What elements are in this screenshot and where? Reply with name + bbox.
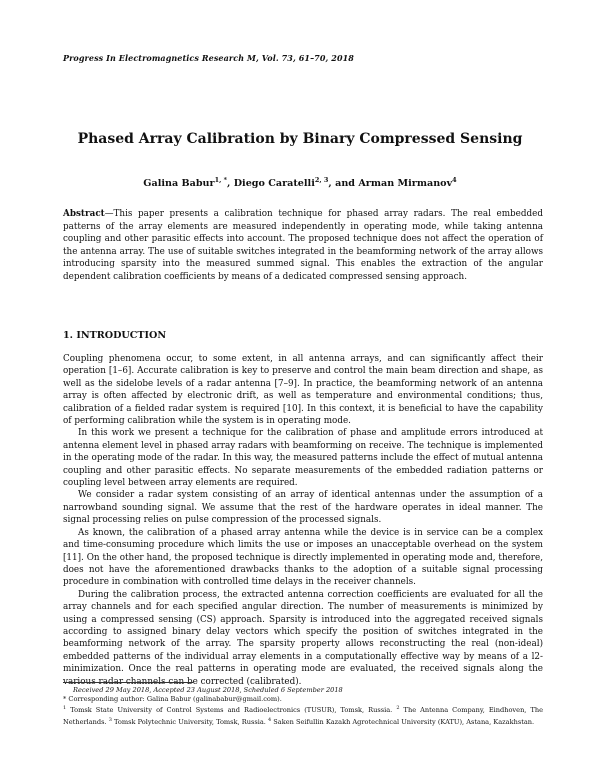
author-separator: , <box>227 178 234 190</box>
affiliation-mark: 2 <box>396 705 400 712</box>
author-affiliation-mark: 4 <box>452 176 457 184</box>
affiliation-text: Tomsk Polytechnic University, Tomsk, Russia. <box>111 717 268 726</box>
affiliation-text: The Antenna Company, Eindhoven, The Netherlands. <box>63 706 544 726</box>
body-paragraph: During the calibration process, the extracted antenna correction coefficients are evaluated for all the array channels and for each specified angular direction. The number of measurements is minimized by using a compressed sensing (CS) approach. Sparsity is introduced into the aggregated received signals according to assigned binary delay vectors which specify the position of switches integrated in the beamforming network of the array. The sparsity property allows reconstructing the real (non-ideal) embedded patterns of the individual array elements in a computationally effective way by means of a l2-minimization. Once the real patterns in operating mode are evaluated, the received signals along the various radar channels can be corrected (calibrated). <box>63 589 543 687</box>
affiliations <box>63 704 543 727</box>
body-paragraph: In this work we present a technique for the calibration of phase and amplitude errors introduced at antenna element level in phased array radars with beamforming on receive. The technique is implemented in the operating mode of the radar. In this way, the measured patterns include the effect of mutual antenna coupling and other parasitic effects. No separate measurements of the embedded radiation patterns or coupling level between array elements are required. <box>63 428 543 489</box>
corresponding-author: * Corresponding author: Galina Babur (galinababur@gmail.com). <box>63 695 282 704</box>
abstract <box>63 208 543 284</box>
body-paragraph: We consider a radar system consisting of an array of identical antennas under the assumption of a narrowband sounding signal. We assume that the rest of the hardware operates in ideal manner. The signal processing relies on pulse compression of the processed signals. <box>63 490 543 526</box>
abstract-label: Abstract <box>63 209 105 219</box>
abstract-text: This paper presents a calibration technique for phased array radars. The real embedded patterns of the array elements are measured independently in operating mode, while taking antenna coupling and other parasitic effects into account. The proposed technique does not affect the operation of the antenna array. The use of suitable switches integrated in the beamforming network of the array allows introducing sparsity into the measured summed signal. This enables the extraction of the angular dependent calibration coefficients by means of a dedicated compressed sensing approach. <box>63 209 543 282</box>
author-separator: , and <box>328 178 359 190</box>
received-dates: Received 29 May 2018, Accepted 23 August 2018, Scheduled 6 September 2018 <box>73 686 343 694</box>
paper-title: Phased Array Calibration by Binary Compressed Sensing <box>77 131 523 147</box>
author-affiliation-mark: 2, 3 <box>314 176 329 184</box>
author-affiliation-mark: 1, * <box>214 176 228 184</box>
author-name: Diego Caratelli <box>233 178 315 190</box>
author-name: Arman Mirmanov <box>358 178 453 190</box>
body-paragraph: Coupling phenomena occur, to some extent, in all antenna arrays, and can significantly affect their operation [1–6]. Accurate calibration is key to preserve and control the main beam direction and shape, as well as the sidelobe levels of a radar antenna [7–9]. In practice, the beamforming network of an antenna array is often affected by electronic drift, as well as temperature and environmental conditions; thus, calibration of a fielded radar system is required [10]. In this context, it is beneficial to have the capability of performing calibration while the system is in operating mode. <box>63 354 543 427</box>
affiliation-mark: 4 <box>267 716 272 723</box>
footnotes <box>63 686 543 727</box>
affiliation-mark: 1 <box>63 705 67 712</box>
abstract-dash: — <box>104 209 114 219</box>
author-name: Galina Babur <box>143 178 215 190</box>
journal-header: Progress In Electromagnetics Research M, Vol. 73, 61–70, 2018 <box>63 53 354 63</box>
footnote-rule <box>63 682 193 683</box>
affiliation-text: Saken Seifullin Kazakh Agrotechnical University (KATU), Astana, Kazakhstan. <box>271 717 535 726</box>
author-list <box>0 176 600 189</box>
section-heading: 1. INTRODUCTION <box>63 330 167 341</box>
affiliation-text: Tomsk State University of Control Systems and Radioelectronics (TUSUR), Tomsk, Russia. <box>66 706 397 715</box>
section-body <box>63 353 543 688</box>
body-paragraph: As known, the calibration of a phased array antenna while the device is in service can be a complex and time-consuming procedure which limits the use or imposes an unacceptable overhead on the system [11]. On the other hand, the proposed technique is directly implemented in operating mode and, therefore, does not have the aforementioned drawbacks thanks to the adoption of a suitable signal processing procedure in combination with controlled time delays in the receiver channels. <box>63 527 543 588</box>
affiliation-mark: 3 <box>108 716 112 723</box>
